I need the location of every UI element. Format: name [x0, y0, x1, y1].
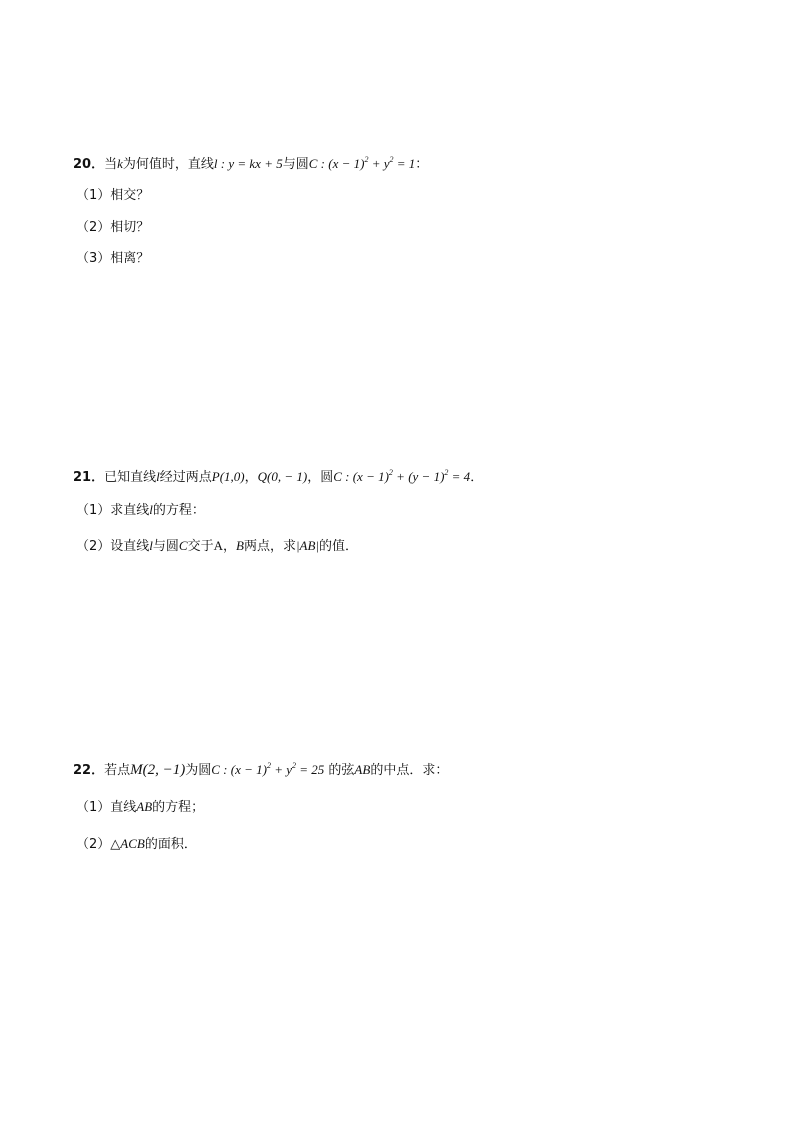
- stem-text: ：: [415, 157, 429, 172]
- stem-text: 当: [104, 157, 118, 172]
- part-text: 的值．: [319, 539, 359, 554]
- math-line-equation: : y = kx + 5: [217, 156, 283, 171]
- math-circle-c: C: [308, 156, 318, 171]
- stem-text: 若点: [104, 763, 131, 778]
- part-text: （2）设直线: [76, 539, 150, 554]
- math-line-ab: AB: [136, 799, 153, 814]
- math-point-m: M(2, −1): [130, 762, 186, 778]
- math-chord-ab: AB: [354, 762, 371, 777]
- math-circle-equation: : $(x - 1)^2 + (y - 1)^2 = 4$: [341, 468, 471, 484]
- part-text: （2）: [76, 837, 111, 852]
- question-22-stem: [73, 756, 448, 781]
- stem-text: 的弦: [328, 763, 355, 778]
- question-21-stem: [73, 463, 483, 488]
- math-line-l: l: [156, 469, 160, 484]
- math-triangle-acb: △ACB: [110, 836, 145, 851]
- question-20-part-2: （2）相切？: [76, 220, 150, 235]
- math-circle-equation: : $(x - 1)^2 + y^2 = 1$: [317, 155, 416, 171]
- stem-text: ，圆: [307, 470, 334, 485]
- part-text: 的方程：: [152, 503, 205, 518]
- part-text: 交于: [187, 539, 214, 554]
- question-21-part-2: [76, 536, 358, 557]
- question-number: 21．: [73, 470, 105, 485]
- question-22-part-1: [76, 797, 204, 818]
- stem-text: 已知直线: [104, 470, 157, 485]
- math-line-l: l: [149, 538, 153, 553]
- math-circle-c: C: [211, 762, 220, 777]
- part-text: 两点，求: [243, 539, 296, 554]
- stem-text: 为圆: [185, 763, 212, 778]
- stem-text: ．: [470, 470, 484, 485]
- math-circle-c: C: [333, 469, 342, 484]
- part-text: 与圆: [152, 539, 179, 554]
- stem-text: 与圆: [282, 157, 309, 172]
- question-number: 20．: [73, 157, 105, 172]
- math-point-b: B: [236, 538, 244, 553]
- stem-text: ，: [244, 470, 258, 485]
- math-k: k: [117, 156, 123, 171]
- stem-text: 的中点．求：: [370, 763, 449, 778]
- math-circle-c: C: [178, 538, 188, 553]
- question-20-stem: [73, 150, 428, 175]
- question-number: 22．: [73, 763, 105, 778]
- part-text: （1）直线: [76, 800, 137, 815]
- question-20-part-3: （3）相离？: [76, 251, 150, 266]
- math-point-p: P(1,0): [211, 469, 245, 484]
- part-text: 的方程；: [152, 800, 205, 815]
- stem-text: 为何值时，直线: [122, 157, 214, 172]
- question-21-part-1: [76, 500, 205, 521]
- part-text: 的面积．: [144, 837, 197, 852]
- math-circle-equation: : $(x - 1)^2 + y^2 = 25$: [219, 761, 325, 777]
- math-abs-ab: |AB|: [295, 538, 320, 553]
- question-22-part-2: [76, 834, 197, 855]
- question-20-part-1: （1）相交？: [76, 188, 150, 203]
- part-text: （1）求直线: [76, 503, 150, 518]
- math-line-l: l: [149, 502, 153, 517]
- part-text: ，: [223, 539, 237, 554]
- math-point-q: Q(0, − 1): [257, 469, 308, 484]
- stem-text: 经过两点: [159, 470, 212, 485]
- math-point-a: A: [213, 538, 223, 553]
- math-line-l: l: [213, 156, 218, 171]
